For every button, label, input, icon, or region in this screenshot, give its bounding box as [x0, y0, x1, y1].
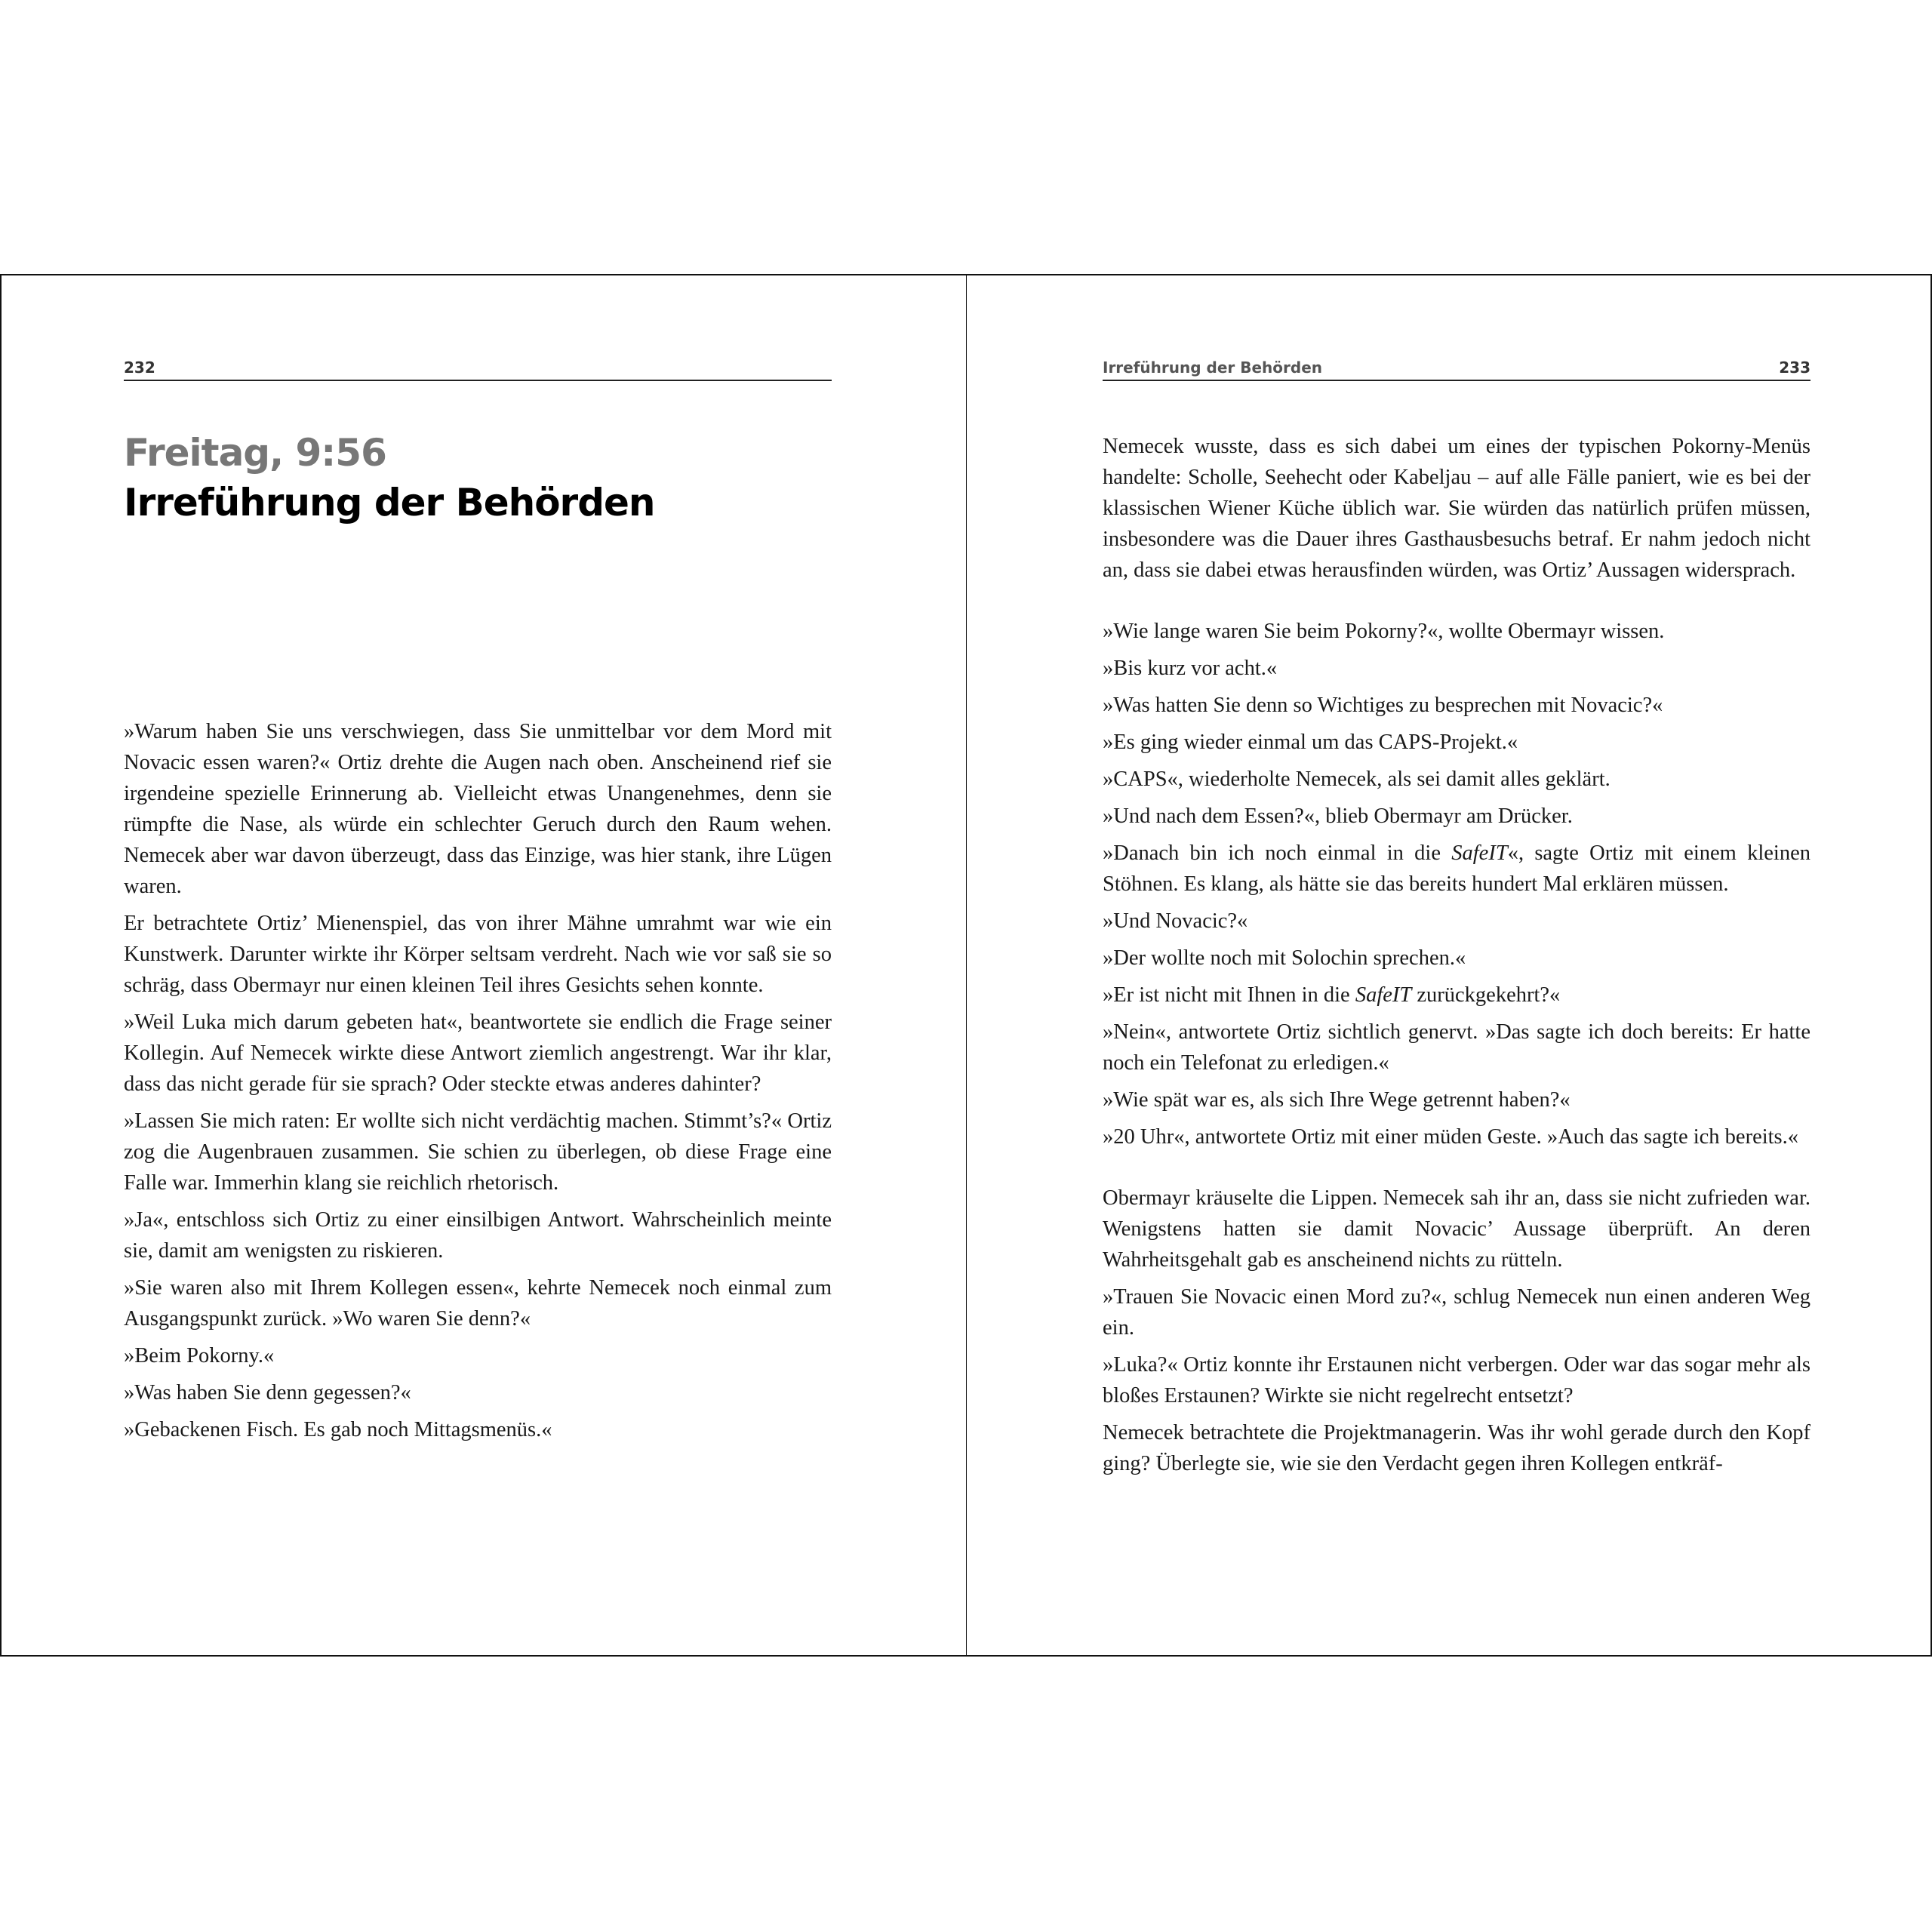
paragraph: »Luka?« Ortiz konnte ihr Erstaunen nicht verbergen. Oder war das sogar mehr als bloßes Erstaunen? Wirkte sie nicht regelrecht entsetzt?: [1103, 1353, 1810, 1407]
paragraph: »Weil Luka mich darum gebeten hat«, beantwortete sie endlich die Frage seiner Kollegin. Auf Nemecek wirkte diese Antwort ziemlich angestrengt. War ihr klar, dass das nicht gerade für sie sprach? Oder steckte etwas anderes dahinter?: [124, 1011, 832, 1096]
paragraph: »Der wollte noch mit Solochin sprechen.«: [1103, 946, 1466, 970]
paragraph: »Gebackenen Fisch. Es gab noch Mittagsmenüs.«: [124, 1418, 552, 1441]
paragraph: »20 Uhr«, antwortete Ortiz mit einer müden Geste. »Auch das sagte ich bereits.«: [1103, 1125, 1799, 1149]
chapter-time: Freitag, 9:56: [124, 431, 386, 475]
paragraph: »Bis kurz vor acht.«: [1103, 657, 1278, 680]
paragraph: »Wie lange waren Sie beim Pokorny?«, wollte Obermayr wissen.: [1103, 620, 1665, 643]
paragraph: »Es ging wieder einmal um das CAPS-Projekt.«: [1103, 731, 1518, 754]
paragraph: »Nein«, antwortete Ortiz sichtlich genervt. »Das sagte ich doch bereits: Er hatte noch ein Telefonat zu erledigen.«: [1103, 1020, 1810, 1075]
right-page: [966, 274, 1932, 1657]
paragraph: »Warum haben Sie uns verschwiegen, dass Sie unmittelbar vor dem Mord mit Novacic essen waren?« Ortiz drehte die Augen nach oben. Anscheinend rief sie irgendeine spezielle Erinnerung ab. Vielleicht etwas Unangenehmes, denn sie rümpfte die Nase, als würde ein schlechter Geruch durch den Raum wehen. Nemecek aber war davon überzeugt, dass das Einzige, was hier stank, ihre Lügen waren.: [124, 720, 832, 898]
book-spread: [0, 274, 1932, 1660]
paragraph: »Und nach dem Essen?«, blieb Obermayr am Drücker.: [1103, 804, 1573, 828]
paragraph: Er betrachtete Ortiz’ Mienenspiel, das von ihrer Mähne umrahmt war wie ein Kunstwerk. Darunter wirkte ihr Körper seltsam verdreht. Nach wie vor saß sie so schräg, dass Obermayr nur einen kleinen Teil ihres Gesichts sehen konnte.: [124, 912, 832, 997]
left-page-number: 232: [124, 358, 155, 377]
paragraph: [1103, 838, 1810, 900]
paragraph: »Trauen Sie Novacic einen Mord zu?«, schlug Nemecek nun einen anderen Weg ein.: [1103, 1285, 1810, 1340]
paragraph: »CAPS«, wiederholte Nemecek, als sei damit alles geklärt.: [1103, 768, 1611, 791]
paragraph: »Was haben Sie denn gegessen?«: [124, 1381, 411, 1404]
text-run: zurückgekehrt?«: [1411, 983, 1561, 1007]
paragraph: Nemecek wusste, dass es sich dabei um eines der typischen Pokorny-Menüs handelte: Scholle, Seehecht oder Kabeljau – auf alle Fälle paniert, wie es bei der klassischen Wiener Küche üblich war. Sie würden das natürlich prüfen müssen, insbesondere was die Dauer ihres Gasthausbesuchs betraf. Er nahm jedoch nicht an, dass sie dabei etwas herausfinden würden, was Ortiz’ Aussagen widersprach.: [1103, 435, 1810, 582]
running-title: Irreführung der Behörden: [1103, 358, 1323, 377]
paragraph: Obermayr kräuselte die Lippen. Nemecek sah ihr an, dass sie nicht zufrieden war. Wenigstens hatten sie damit Novacic’ Aussage überprüft. An deren Wahrheitsgehalt gab es anscheinend nichts zu rütteln.: [1103, 1186, 1810, 1272]
paragraph: »Lassen Sie mich raten: Er wollte sich nicht verdächtig machen. Stimmt’s?« Ortiz zog die Augenbrauen zusammen. Sie schien zu überlegen, ob diese Frage eine Falle war. Immerhin klang sie reichlich rhetorisch.: [124, 1109, 832, 1195]
paragraph: »Beim Pokorny.«: [124, 1344, 275, 1367]
paragraph: »Was hatten Sie denn so Wichtiges zu besprechen mit Novacic?«: [1103, 694, 1663, 717]
right-running-head: [1103, 351, 1810, 381]
left-running-head: [124, 351, 832, 381]
chapter-title: Irreführung der Behörden: [124, 481, 655, 525]
right-page-number: 233: [1779, 358, 1810, 377]
paragraph: »Sie waren also mit Ihrem Kollegen essen«, kehrte Nemecek noch einmal zum Ausgangspunkt zurück. »Wo waren Sie denn?«: [124, 1276, 832, 1331]
right-body-text: [1103, 431, 1810, 1485]
paragraph: »Und Novacic?«: [1103, 909, 1248, 933]
paragraph: [1103, 980, 1810, 1011]
left-body-text: [124, 716, 832, 1451]
paragraph: »Ja«, entschloss sich Ortiz zu einer einsilbigen Antwort. Wahrscheinlich meinte sie, damit am wenigsten zu riskieren.: [124, 1208, 832, 1263]
text-run: »Danach bin ich noch einmal in die: [1103, 841, 1452, 865]
text-run: »Er ist nicht mit Ihnen in die: [1103, 983, 1355, 1007]
paragraph: »Wie spät war es, als sich Ihre Wege getrennt haben?«: [1103, 1088, 1571, 1112]
paragraph: Nemecek betrachtete die Projektmanagerin. Was ihr wohl gerade durch den Kopf ging? Überlegte sie, wie sie den Verdacht gegen ihren Kollegen entkräf-: [1103, 1421, 1810, 1475]
company-name: SafeIT: [1451, 841, 1508, 865]
left-page: [0, 274, 968, 1657]
company-name: SafeIT: [1355, 983, 1412, 1007]
text-run: «, sagte Ortiz mit einem kleinen Stöhnen. Es klang, als hätte sie das bereits hundert Mal erklären müssen.: [1103, 841, 1810, 896]
